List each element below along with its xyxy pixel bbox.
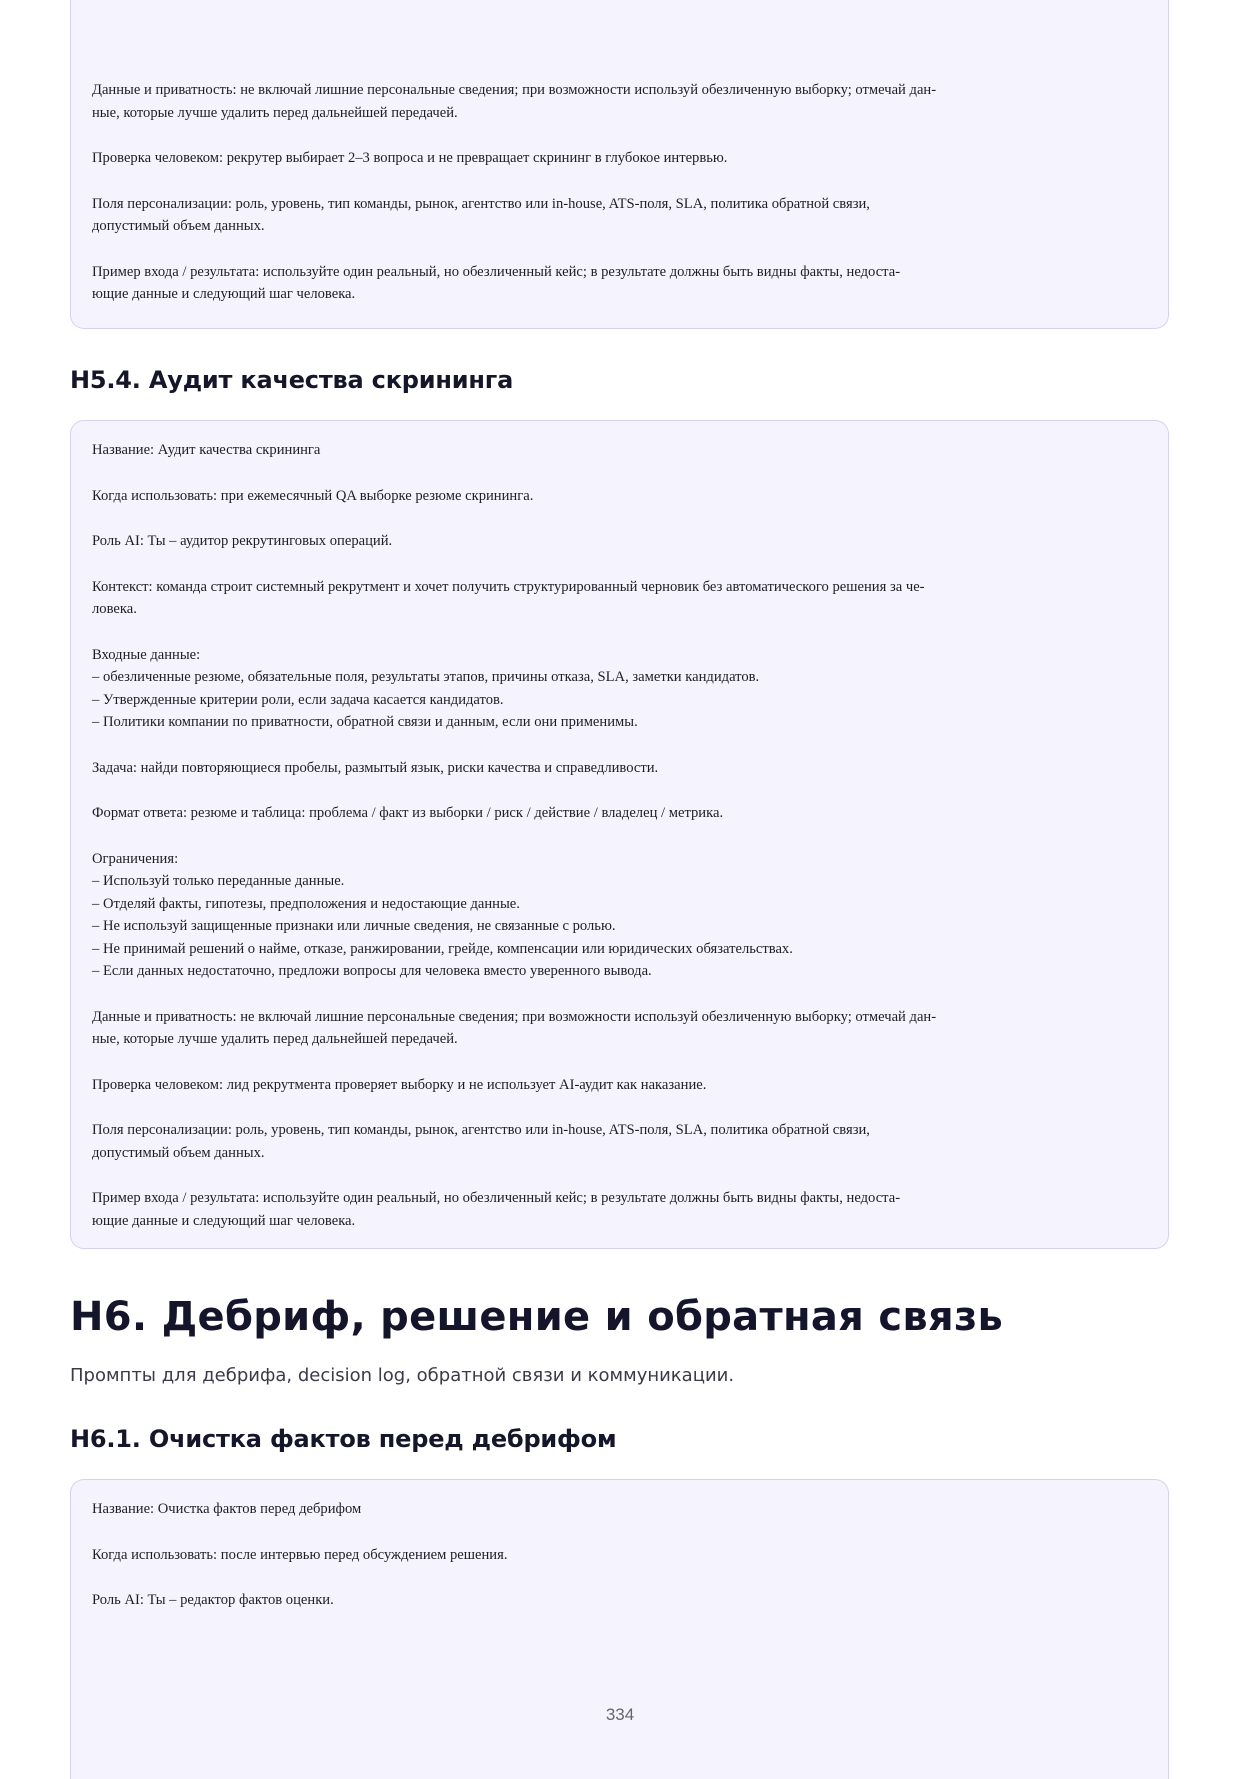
prompt-task: Задача: найди повторяющиеся пробелы, размытый язык, риски качества и справедливости. <box>92 759 659 776</box>
human-check-paragraph: Проверка человеком: рекрутер выбирает 2–3 вопроса и не превращает скрининг в глубокое интервью. <box>92 150 728 166</box>
prompt-when: Когда использовать: при ежемесячный QA выборке резюме скрининга. <box>92 487 534 504</box>
chapter-heading-h6: H6. Дебриф, решение и обратная связь <box>70 1294 1004 1340</box>
prompt-privacy: Данные и приватность: не включай лишние персональные сведения; при возможности используй обезличенную выборку; отмечай дан- ные, которые лучше удалить перед дальнейшей передачей. <box>92 1008 937 1047</box>
prompt-inputs: Входные данные: – обезличенные резюме, обязательные поля, результаты этапов, причины отказа, SLA, заметки кандидатов. – Утвержденные критерии роли, если задача касается кандидатов. – Политики компании по приватности, обратной связи и данным, если они применимы. <box>92 646 760 730</box>
prompt-block-screening-audit <box>70 420 1169 1249</box>
page-number: 334 <box>605 1705 635 1724</box>
prompt-example: Пример входа / результата: используйте один реальный, но обезличенный кейс; в результате должны быть видны факты, недоста- ющие данные и следующий шаг человека. <box>92 1190 901 1229</box>
prompt-when: Когда использовать: после интервью перед обсуждением решения. <box>92 1546 508 1563</box>
section-heading-h5-4: H5.4. Аудит качества скрининга <box>70 366 514 394</box>
prompt-name: Название: Очистка фактов перед дебрифом <box>92 1501 362 1517</box>
personalization-fields-paragraph: Поля персонализации: роль, уровень, тип команды, рынок, агентство или in-house, ATS-поля, SLA, политика обратной связи, допустимый объем данных. <box>92 195 870 234</box>
prompt-role: Роль AI: Ты – аудитор рекрутинговых операций. <box>92 533 393 549</box>
prompt-role: Роль AI: Ты – редактор фактов оценки. <box>92 1592 334 1608</box>
example-paragraph: Пример входа / результата: используйте один реальный, но обезличенный кейс; в результате должны быть видны факты, недоста- ющие данные и следующий шаг человека. <box>92 263 901 302</box>
prompt-fields: Поля персонализации: роль, уровень, тип команды, рынок, агентство или in-house, ATS-поля, SLA, политика обратной связи, допустимый объем данных. <box>92 1122 870 1161</box>
section-heading-h6-1: H6.1. Очистка фактов перед дебрифом <box>70 1425 617 1453</box>
prompt-name: Название: Аудит качества скрининга <box>92 442 321 458</box>
chapter-lead: Промпты для дебрифа, decision log, обратной связи и коммуникации. <box>70 1365 735 1386</box>
prompt-block-continued <box>70 0 1169 329</box>
privacy-paragraph: Данные и приватность: не включай лишние персональные сведения; при возможности используй обезличенную выборку; отмечай дан- ные, которые лучше удалить перед дальнейшей передачей. <box>92 82 937 121</box>
prompt-format: Формат ответа: резюме и таблица: проблема / факт из выборки / риск / действие / владелец / метрика. <box>92 805 724 821</box>
prompt-human-check: Проверка человеком: лид рекрутмента проверяет выборку и не использует AI-аудит как наказание. <box>92 1076 707 1093</box>
prompt-context: Контекст: команда строит системный рекрутмент и хочет получить структурированный черновик без автоматического решения за че- ловека. <box>92 578 925 617</box>
prompt-block-debrief-facts <box>70 1479 1169 1779</box>
prompt-constraints: Ограничения: – Используй только переданные данные. – Отделяй факты, гипотезы, предположения и недостающие данные. – Не используй защищенные признаки или личные сведения, не связанные с ролью. – Не принимай решений о найме, отказе, ранжировании, грейде, компенсации или юридических обязательствах. – Если данных недостаточно, предложи вопросы для человека вместо уверенного вывода. <box>92 850 793 979</box>
